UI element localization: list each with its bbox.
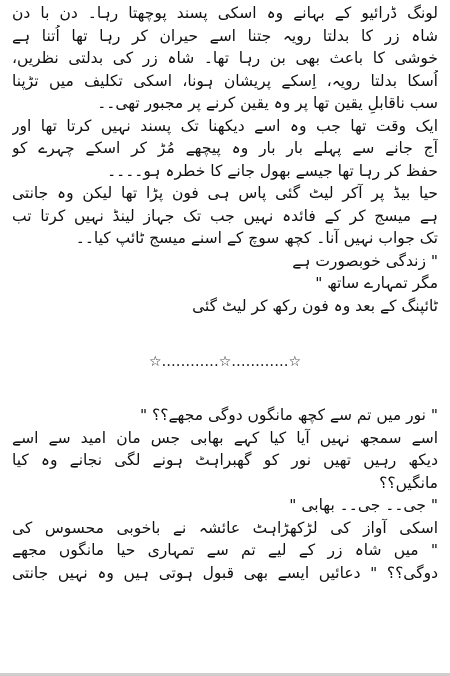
text-line: اسکی آواز کی لڑکھڑاہٹ عائشہ نے باخوبی محسوس کی [12,518,438,537]
text-line: اسے سمجھ نہیں آیا کیا کہے بھابی جس مان امید سے اسے [12,428,438,447]
blank-spacer [12,382,438,405]
text-line: " جی۔۔ جی۔۔ بھابی " [289,496,438,514]
text-line: ہے میسج کر کے فائدہ نہیں جب تک جہاز لینڈ نہیں کرتا تب [12,206,438,225]
separator-dots: ............ [231,351,289,370]
blank-spacer [12,317,438,340]
text-line: مگر تمہارے ساتھ " [315,274,438,292]
text-line: لونگ ڈرائیو کے بہانے وہ اسکی پسند پوچھتا رہا۔ دن با دن [12,4,438,22]
text-line: " زندگی خوبصورت ہے [292,251,438,270]
separator-dots: ............ [161,351,219,370]
text-line: ٹائپنگ کے بعد وہ فون رکھ کر لیٹ گئی [192,296,438,315]
text-line: حیا بیڈ پر آکر لیٹ گئی پاس ہی فون پڑا تھا لیکن وہ جانتی [12,184,438,202]
text-line: آج جانے سے پہلے بار بار وہ پیچھے مُڑ کر اسکے چہرے کو [12,139,438,157]
text-line: دیکھ رہیں تھیں نور کو گھبراہٹ ہونے لگی نجانے وہ کیا [12,451,438,469]
text-line: سب ناقابلِ یقین تھا پر وہ یقین کرنے پر مجبور تھی۔۔ [97,94,438,112]
text-line: حفظ کر رہا تھا جیسے بھول جانے کا خطرہ ہو۔۔۔۔ [107,161,438,180]
paragraph-block-1 [12,2,438,317]
text-line: دوگی؟؟ " دعائیں ایسے بھی قبول ہوتی ہیں وہ نہیں جانتی [12,563,438,582]
text-line: ایک وقت تھا جب وہ اسے دیکھنا تک پسند نہیں کرتا تھا اور [12,116,438,135]
star-icon: ☆ [288,353,302,370]
text-line: اُسکا بدلتا رویہ، اِسکے پریشان ہونا، اسکی تکلیف میں تڑپنا [12,71,438,90]
text-line: خوشی کا باعث بھی بن رہا تھا۔ شاہ زر کی بدلتی نظریں، [12,49,438,67]
section-separator [12,340,438,382]
star-icon: ☆ [218,353,232,370]
text-line: " میں شاہ زر کے لیے تم سے تمہاری حیا مانگوں مجھے [12,541,438,559]
star-icon: ☆ [148,353,162,370]
paragraph-block-2 [12,404,438,584]
text-line: تک جواب نہیں آنا۔ کچھ سوچ کے اسنے میسج ٹائپ کیا۔۔ [75,229,438,247]
text-line: مانگیں؟؟ [379,473,438,492]
text-line: " نور میں تم سے کچھ مانگوں دوگی مجھے؟؟ " [139,406,438,424]
text-line: شاہ زر کا بدلتا رویہ جتنا اسے حیران کر رہا تھا اُتنا ہے [12,26,438,45]
